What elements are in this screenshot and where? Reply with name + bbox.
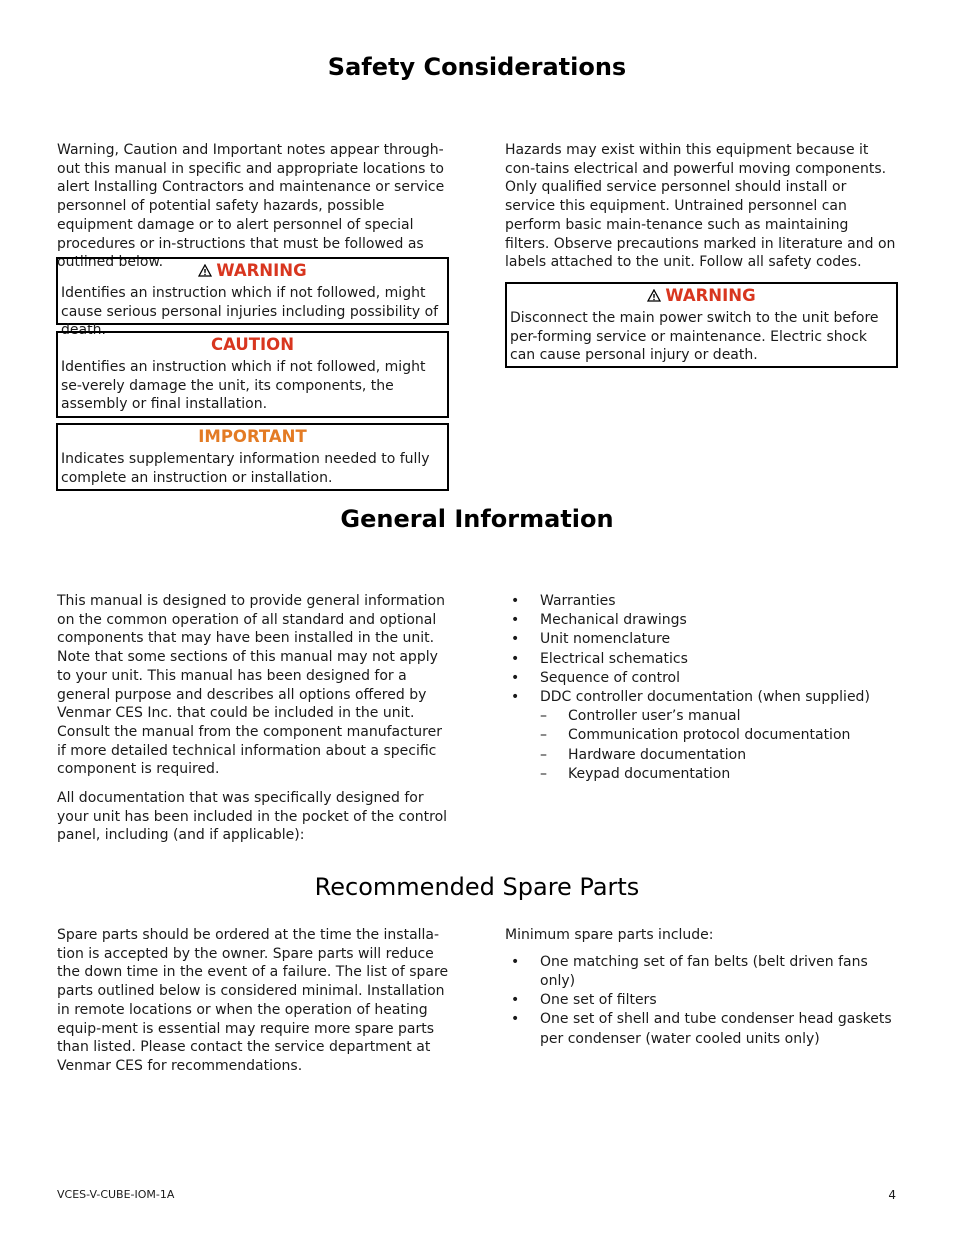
right-warning-label: WARNING [665, 286, 756, 305]
warning-header [61, 261, 444, 281]
list-item: • Unit nomenclature [505, 630, 897, 649]
list-item: • Warranties [505, 592, 897, 611]
warning-triangle-icon [198, 264, 212, 277]
list-item: • One set of shell and tube condenser head gaskets per condenser (water cooled units only) [505, 1010, 897, 1048]
sublist-item: – Keypad documentation [540, 765, 897, 784]
important-text: Indicates supplementary information needed to fully complete an instruction or installation. [61, 451, 430, 486]
warning-text: Identifies an instruction which if not followed, might cause serious personal injuries including possibility of death. [61, 285, 439, 339]
warning-box [56, 257, 449, 339]
ddc-documentation-sublist [540, 707, 897, 784]
warning-label: WARNING [216, 261, 307, 280]
spare-parts-paragraph: Spare parts should be ordered at the time the installa-tion is accepted by the owner. Spare parts will reduce the down time in the event of a failure. The list of spare parts outlined below is considered minimal. Installation in remote locations or when the operation of heating equip-ment is essential may require more spare parts than listed. Please contact the service department at Venmar CES for recommendations. [57, 927, 449, 1074]
list-item: • One set of filters [505, 991, 897, 1010]
spare-parts-list [505, 953, 897, 1049]
general-paragraph-1: This manual is designed to provide general information on the common operation of all standard and optional components that may have been installed in the unit. Note that some sections of this manual may not apply to your unit. This manual has been designed for a general purpose and describes all options offered by Venmar CES Inc. that could be included in the unit. Consult the manual from the component manufacturer if more detailed technical information about a specific component is required. [57, 593, 445, 778]
right-warning-header [510, 286, 893, 306]
safety-intro-paragraph: Warning, Caution and Important notes appear through-out this manual in specific and appropriate locations to alert Installing Contractors and maintenance or service personnel of potential safety hazards, possible equipment damage or to alert personnel of special procedures or in-structions that must be followed as outlined below. [57, 142, 445, 271]
spare-parts-intro: Minimum spare parts include: [505, 927, 714, 943]
sublist-item: – Communication protocol documentation [540, 726, 897, 745]
warning-triangle-icon [647, 289, 661, 302]
important-label: IMPORTANT [198, 427, 307, 446]
general-title: General Information [340, 505, 614, 533]
list-item: • Electrical schematics [505, 650, 897, 669]
caution-box [56, 331, 449, 418]
spare-left-column [57, 926, 449, 1086]
right-warning-text: Disconnect the main power switch to the unit before per-forming service or maintenance. Electric shock can cause personal injury or death. [510, 310, 879, 364]
general-paragraph-2: All documentation that was specifically designed for your unit has been included in the pocket of the control panel, including (and if applicable): [57, 790, 448, 844]
spare-parts-title: Recommended Spare Parts [314, 873, 640, 901]
list-item: • DDC controller documentation (when supplied) [505, 688, 897, 707]
sublist-item: – Hardware documentation [540, 746, 897, 765]
general-left-column [57, 592, 449, 855]
list-item: • Mechanical drawings [505, 611, 897, 630]
caution-text: Identifies an instruction which if not followed, might se-verely damage the unit, its components, the assembly or final installation. [61, 359, 426, 413]
important-box [56, 423, 449, 491]
list-item: • Sequence of control [505, 669, 897, 688]
safety-right-column [505, 141, 897, 282]
documentation-list [505, 592, 897, 707]
caution-label: CAUTION [211, 335, 294, 354]
right-warning-box [505, 282, 898, 368]
list-item: • One matching set of fan belts (belt driven fans only) [505, 953, 897, 991]
sublist-item: – Controller user’s manual [540, 707, 897, 726]
spare-right-column [505, 926, 897, 1049]
safety-title: Safety Considerations [327, 53, 627, 81]
general-right-column [505, 592, 897, 784]
page-number: 4 [888, 1188, 896, 1202]
document-id: VCES-V-CUBE-IOM-1A [57, 1188, 175, 1201]
hazards-paragraph: Hazards may exist within this equipment because it con-tains electrical and powerful moving components. Only qualified service personnel should install or service this equipment. Untrained personnel can perform basic main-tenance such as maintaining filters. Observe precautions marked in literature and on labels attached to the unit. Follow all safety codes. [505, 142, 896, 271]
